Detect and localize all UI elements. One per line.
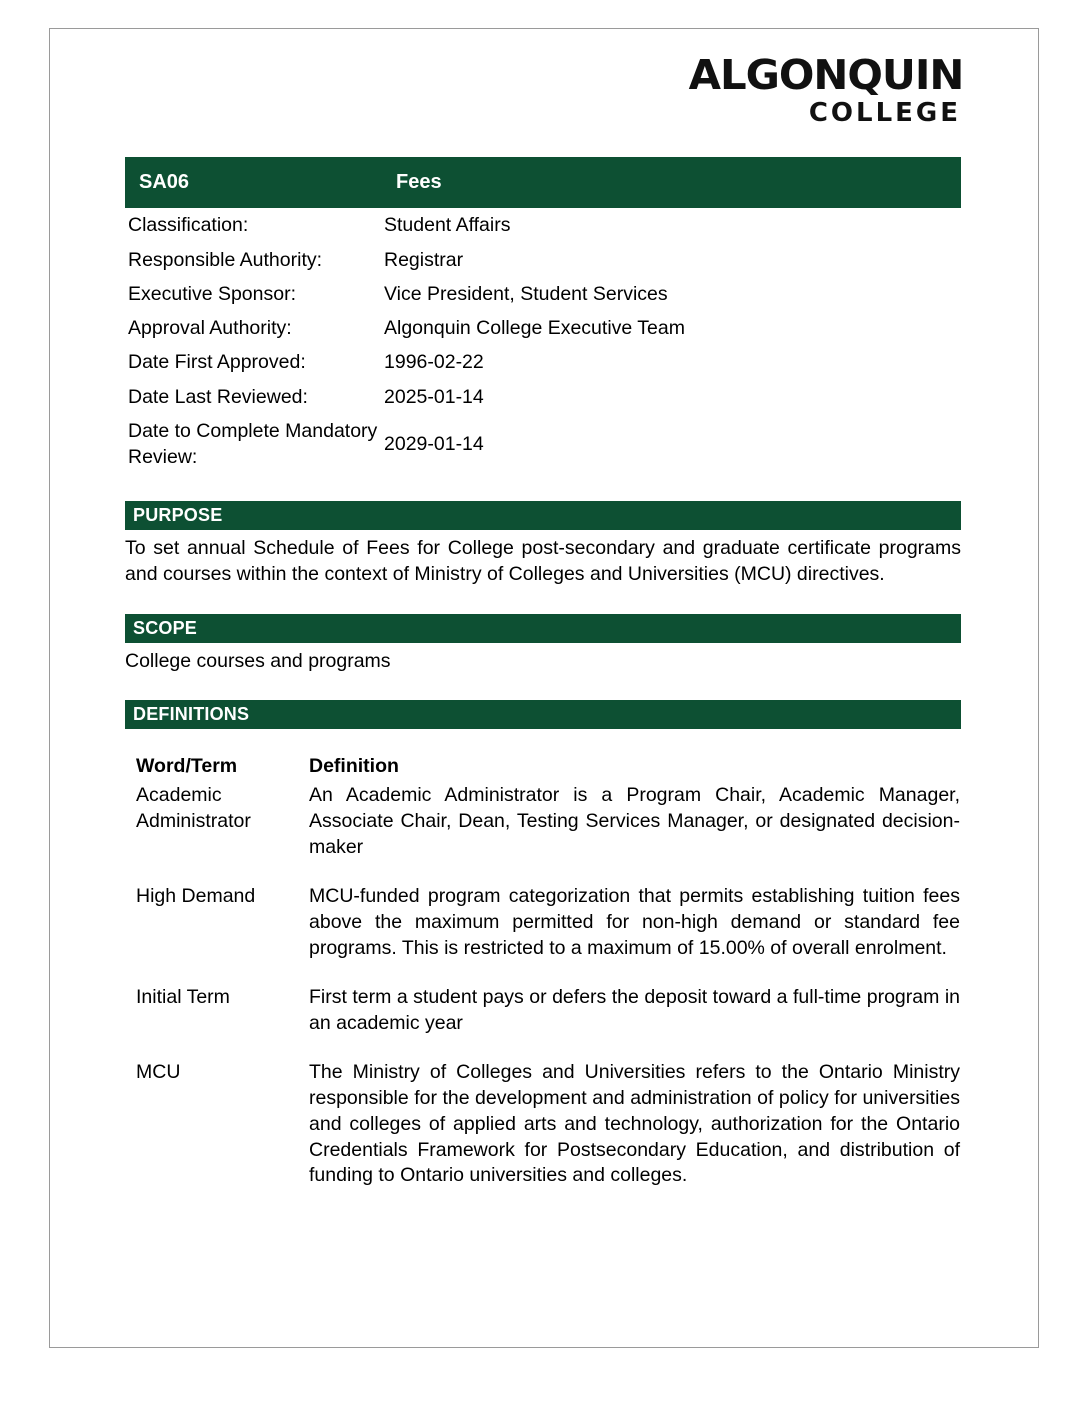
table-header-row <box>125 157 961 208</box>
definitions-column-term: Word/Term <box>136 755 238 778</box>
table-row <box>125 208 961 242</box>
table-row <box>125 345 961 379</box>
definition-term: Initial Term <box>136 985 230 1008</box>
section-heading-definitions: DEFINITIONS <box>125 700 961 729</box>
metadata-label: Date to Complete Mandatory Review: <box>128 420 378 469</box>
table-row <box>125 380 961 414</box>
section-heading-scope: SCOPE <box>125 614 961 643</box>
metadata-value: Algonquin College Executive Team <box>384 317 685 340</box>
definition-text: First term a student pays or defers the deposit toward a full-time program in an academic year <box>309 985 960 1034</box>
metadata-value: Vice President, Student Services <box>384 282 668 305</box>
definition-term: Academic Administrator <box>136 784 251 833</box>
metadata-label: Responsible Authority: <box>128 248 323 271</box>
metadata-label: Date Last Reviewed: <box>128 385 308 408</box>
definitions-header-row <box>135 753 961 782</box>
metadata-value: Student Affairs <box>384 214 511 237</box>
definition-row <box>135 1059 961 1212</box>
table-row <box>125 277 961 311</box>
section-text-scope: College courses and programs <box>125 649 391 672</box>
metadata-label: Executive Sponsor: <box>128 282 297 305</box>
page-content <box>125 51 963 1211</box>
policy-code: SA06 <box>125 157 382 208</box>
logo-wordmark-college: COLLEGE <box>808 98 961 128</box>
metadata-value: 2025-01-14 <box>384 385 484 408</box>
definition-term: MCU <box>136 1060 181 1083</box>
definition-row <box>135 883 961 984</box>
policy-metadata-table <box>125 157 961 475</box>
definition-row <box>135 782 961 883</box>
policy-title: Fees <box>382 157 961 208</box>
definitions-table <box>135 753 961 1211</box>
algonquin-college-logo <box>125 51 963 129</box>
definition-text: An Academic Administrator is a Program Chair, Academic Manager, Associate Chair, Dean, Testing Services Manager, or designated decision-maker <box>309 784 960 859</box>
definition-text: The Ministry of Colleges and Universities refers to the Ontario Ministry responsible for the development and administration of policy for universities and colleges of applied arts and technology, authorization for the Ontario Credentials Framework for Postsecondary Education, and distribution of funding to Ontario universities and colleges. <box>309 1060 960 1187</box>
metadata-label: Approval Authority: <box>128 317 292 340</box>
metadata-label: Date First Approved: <box>128 351 306 374</box>
definition-text: MCU-funded program categorization that permits establishing tuition fees above the maximum permitted for non-high demand or standard fee programs. This is restricted to a maximum of 15.00% of overall enrolment. <box>309 885 960 959</box>
section-heading-purpose: PURPOSE <box>125 501 961 530</box>
definitions-column-definition: Definition <box>309 755 399 778</box>
definition-term: High Demand <box>136 885 256 908</box>
table-row <box>125 311 961 345</box>
table-row <box>125 243 961 277</box>
metadata-label: Classification: <box>128 214 249 237</box>
section-text-purpose: To set annual Schedule of Fees for College post-secondary and graduate certificate programs and courses within the context of Ministry of Colleges and Universities (MCU) directives. <box>125 536 961 585</box>
metadata-value: 2029-01-14 <box>384 433 484 456</box>
metadata-value: 1996-02-22 <box>384 351 484 374</box>
definition-row <box>135 984 961 1059</box>
table-row <box>125 414 961 475</box>
metadata-value: Registrar <box>384 248 464 271</box>
logo-wordmark-algonquin: ALGONQUIN <box>688 51 963 99</box>
